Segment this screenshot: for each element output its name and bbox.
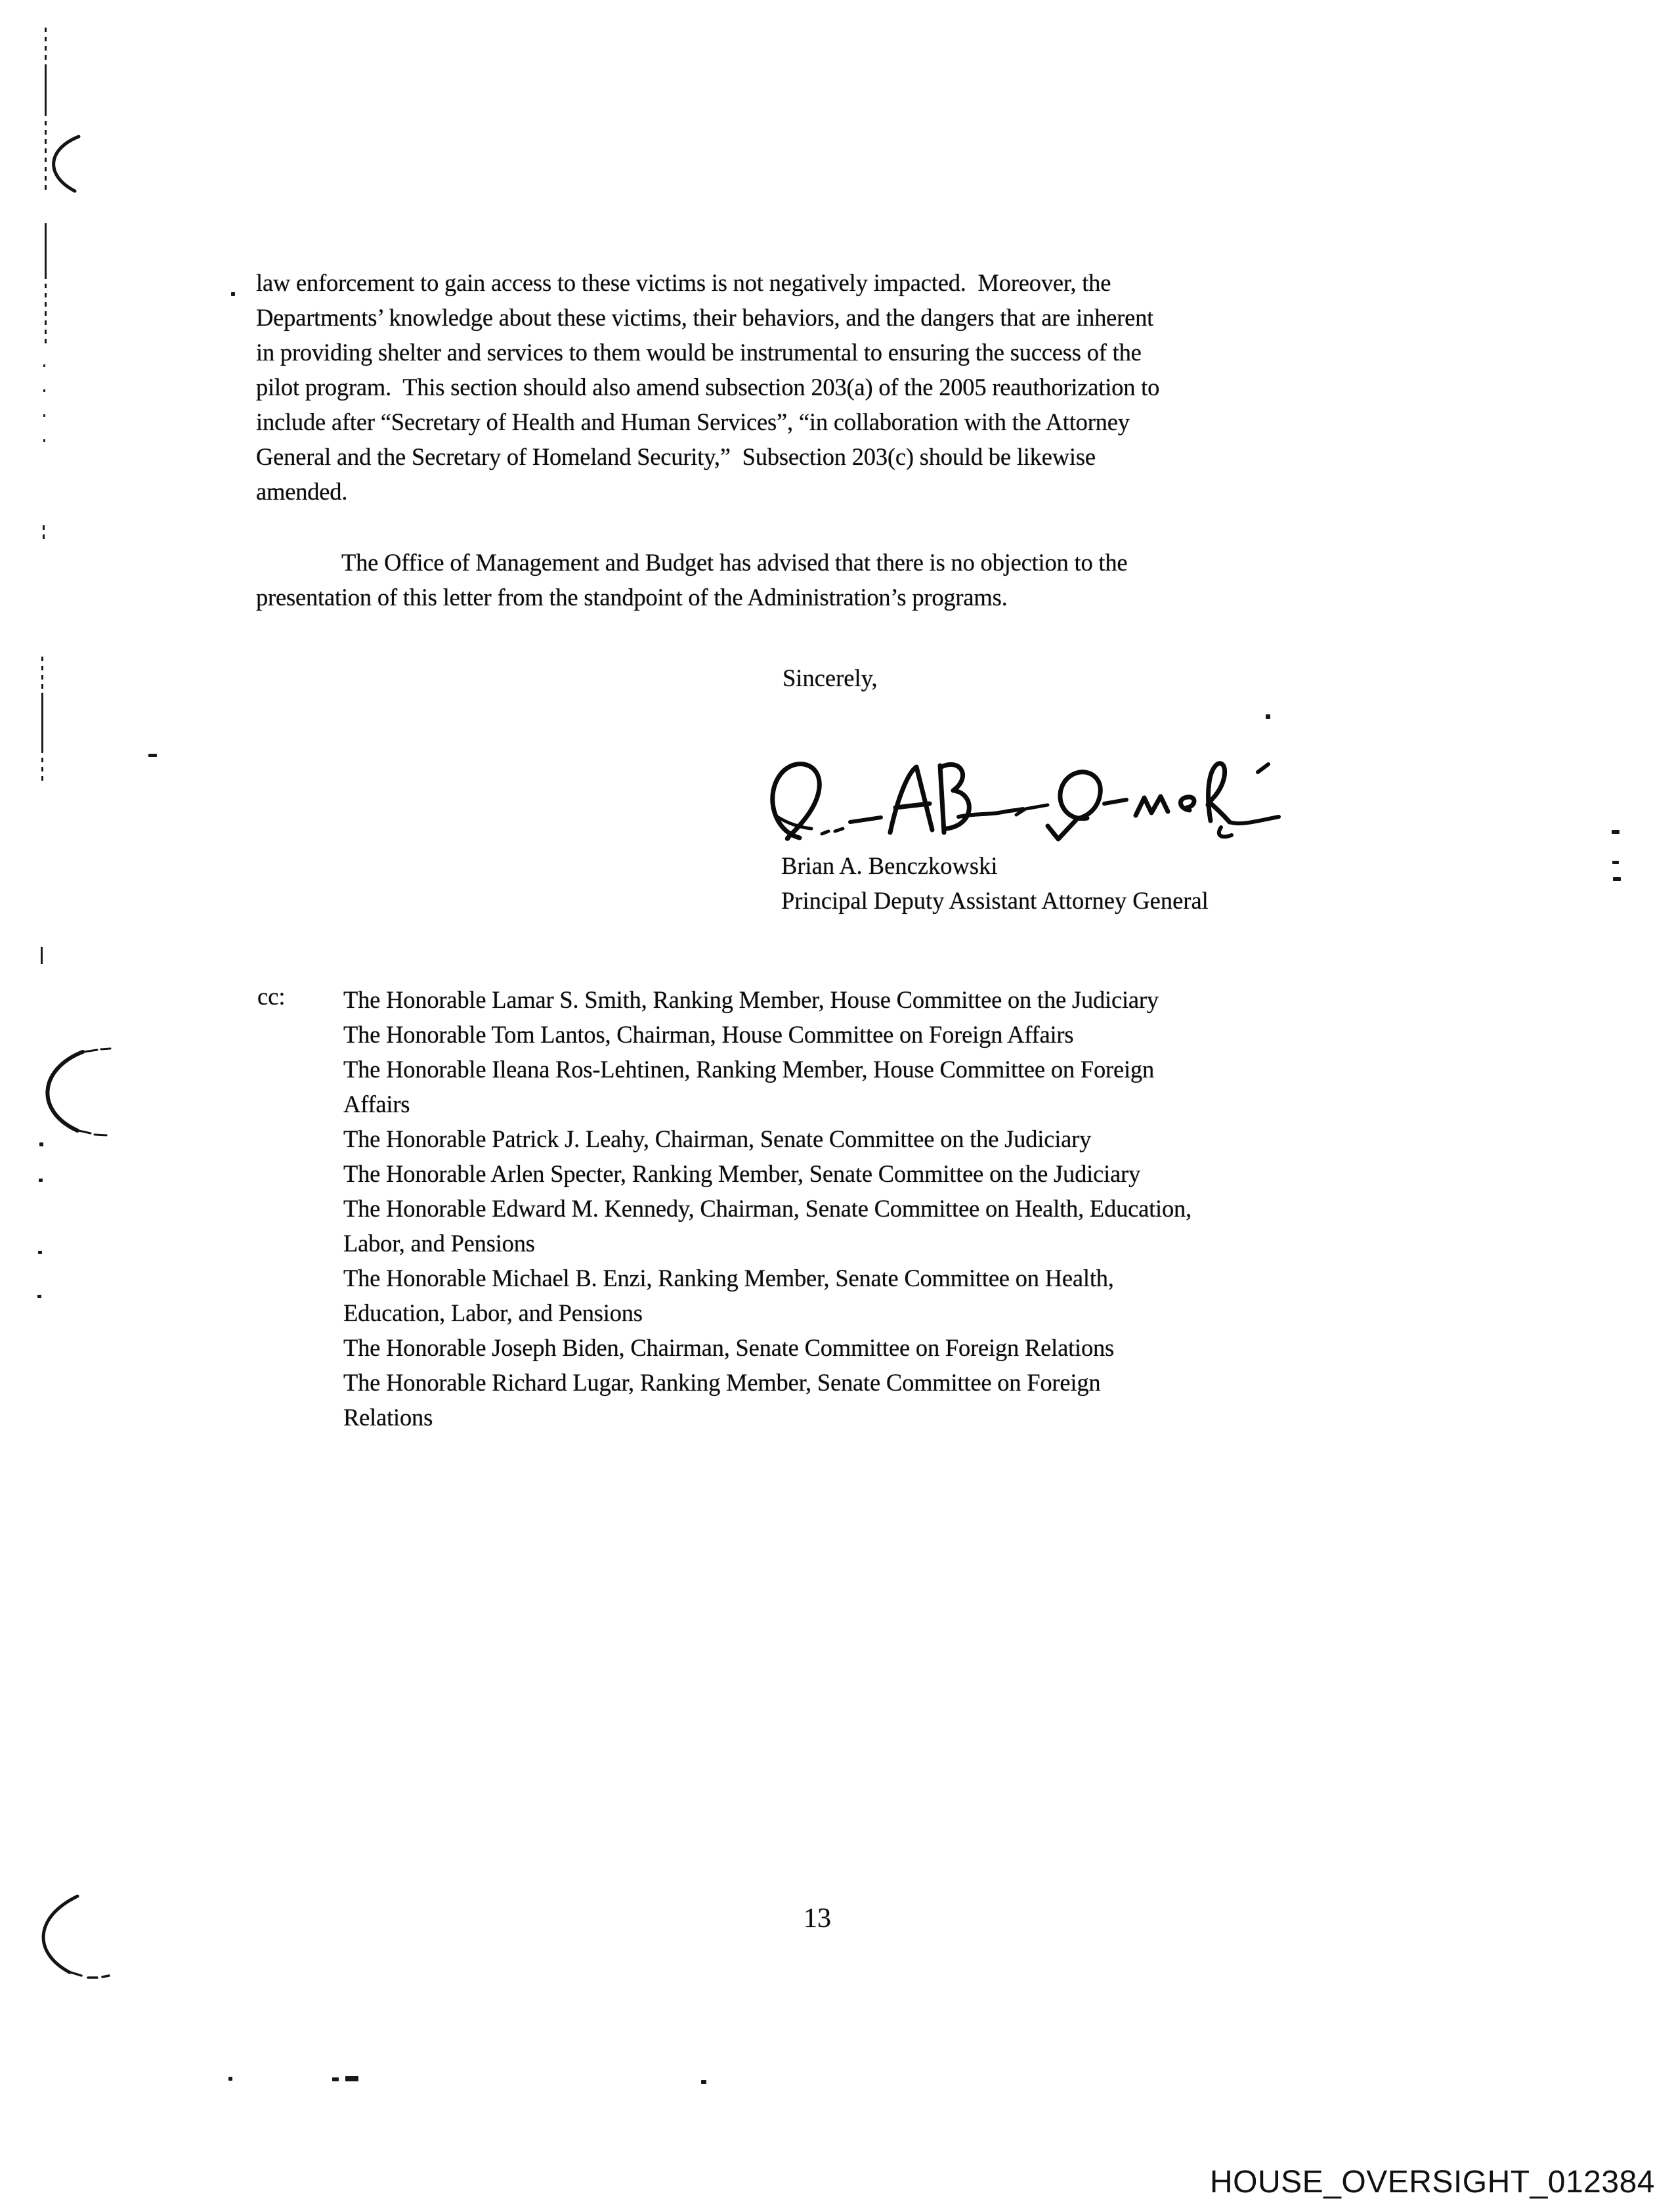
scan-speck [39, 1142, 43, 1146]
scan-artifact-dotted-line [43, 364, 45, 456]
text-line: pilot program. This section should also amend subsection 203(a) of the 2005 reauthorization to [256, 374, 1160, 401]
cc-line: Relations [343, 1404, 433, 1431]
cc-line: The Honorable Patrick J. Leahy, Chairman, Senate Committee on the Judiciary [343, 1125, 1092, 1152]
cc-line: Labor, and Pensions [343, 1230, 535, 1257]
cc-line: The Honorable Tom Lantos, Chairman, House Committee on Foreign Affairs [343, 1021, 1074, 1048]
scan-speck [701, 2080, 706, 2084]
cc-line: Affairs [343, 1091, 410, 1117]
bates-stamp: HOUSE_OVERSIGHT_012384 [1210, 2165, 1655, 2200]
cc-list [343, 982, 1191, 1435]
scan-speck [1612, 861, 1619, 864]
text-line: Departments’ knowledge about these victims, their behaviors, and the dangers that are inherent [256, 304, 1154, 331]
text-line: in providing shelter and services to them would be instrumental to ensuring the success of the [256, 339, 1142, 366]
scan-speck [39, 1179, 43, 1182]
text-line: amended. [256, 478, 348, 505]
cc-line: Education, Labor, and Pensions [343, 1299, 643, 1326]
cc-line: The Honorable Ileana Ros-Lehtinen, Ranking Member, House Committee on Foreign [343, 1056, 1154, 1083]
scan-artifact-dashed-line [41, 748, 43, 785]
signer-name: Brian A. Benczkowski [781, 852, 998, 879]
cc-label: cc: [257, 983, 286, 1010]
paragraph-2 [256, 545, 1127, 615]
scan-speck [38, 1251, 42, 1254]
text-line: include after “Secretary of Health and Human Services”, “in collaboration with the Attorney [256, 408, 1130, 435]
scan-artifact-tick [41, 947, 43, 964]
text-line: presentation of this letter from the standpoint of the Administration’s programs. [256, 584, 1008, 611]
paragraph-1 [256, 265, 1159, 509]
scan-artifact-paren-curve [32, 1047, 114, 1139]
scan-speck [1612, 830, 1620, 834]
scan-speck [148, 754, 157, 757]
text-line: law enforcement to gain access to these victims is not negatively impacted. Moreover, the [256, 269, 1111, 296]
cc-line: The Honorable Michael B. Enzi, Ranking Member, Senate Committee on Health, [343, 1265, 1114, 1291]
scan-speck [332, 2077, 339, 2081]
signer-title: Principal Deputy Assistant Attorney General [781, 887, 1209, 914]
cc-line: The Honorable Joseph Biden, Chairman, Senate Committee on Foreign Relations [343, 1334, 1115, 1361]
cc-line: The Honorable Richard Lugar, Ranking Member, Senate Committee on Foreign [343, 1369, 1101, 1396]
cc-line: The Honorable Lamar S. Smith, Ranking Member, House Committee on the Judiciary [343, 986, 1159, 1013]
closing-salutation: Sincerely, [783, 664, 878, 691]
scan-speck [345, 2076, 358, 2081]
scan-artifact-paren-curve [29, 1892, 114, 1980]
scan-speck [228, 2077, 232, 2081]
scan-artifact-dashed-line [41, 657, 43, 693]
cc-line: The Honorable Arlen Specter, Ranking Member, Senate Committee on the Judiciary [343, 1160, 1141, 1187]
scan-speck [37, 1295, 41, 1298]
scan-speck [231, 292, 235, 296]
scan-artifact-dashed-line [45, 274, 47, 347]
scan-artifact-solid-line [41, 693, 43, 748]
scan-speck [1266, 714, 1270, 719]
scan-artifact-dashed-line [43, 525, 45, 542]
page-number: 13 [804, 1903, 831, 1934]
scan-speck [1613, 877, 1621, 881]
text-line: The Office of Management and Budget has advised that there is no objection to the [341, 549, 1128, 576]
scan-artifact-solid-line [45, 223, 47, 274]
scan-artifact-solid-line [45, 66, 47, 112]
cc-line: The Honorable Edward M. Kennedy, Chairman, Senate Committee on Health, Education, [343, 1195, 1192, 1222]
text-line: General and the Secretary of Homeland Security,” Subsection 203(c) should be likewise [256, 443, 1096, 470]
scan-artifact-paren-curve [37, 133, 83, 194]
scan-artifact-dashed-line [45, 28, 47, 66]
